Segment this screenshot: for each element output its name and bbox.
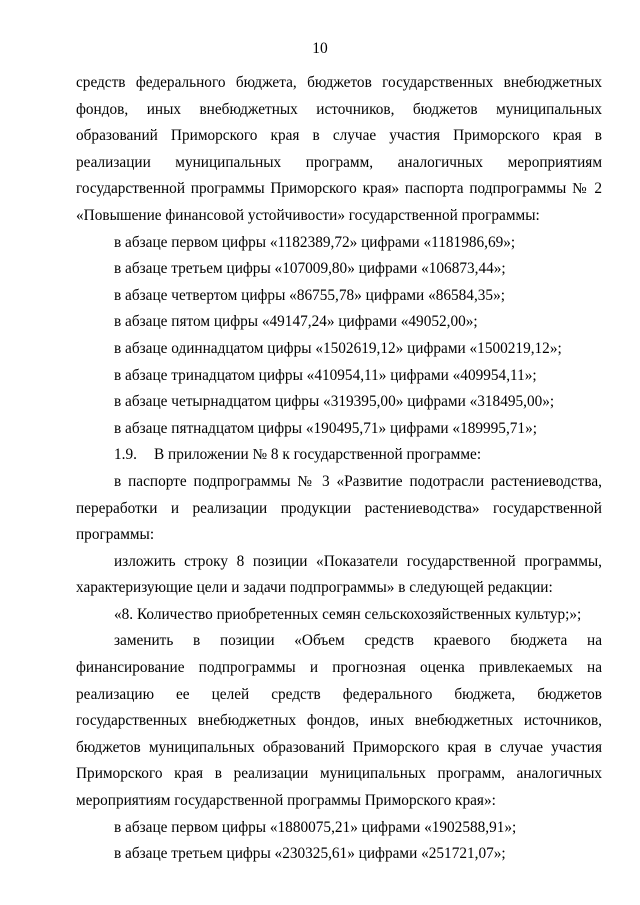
section-heading-1-9 — [76, 442, 602, 469]
paragraph-row-8-new-text: «8. Количество приобретенных семян сельскохозяйственных культур;»; — [114, 605, 582, 623]
amendment-line: в абзаце первом цифры «1880075,21» цифрами «1902588,91»; — [114, 818, 517, 836]
amendment-line: в абзаце пятом цифры «49147,24» цифрами «49052,00»; — [114, 313, 478, 331]
amendment-line: в абзаце одиннадцатом цифры «1502619,12» цифрами «1500219,12»; — [114, 339, 562, 357]
paragraph-subprogram-3-passport: в паспорте подпрограммы № 3 «Развитие подотрасли растениеводства, переработки и реализации продукции растениеводства» государственной программы: — [76, 472, 602, 544]
amendment-line: в абзаце четвертом цифры «86755,78» цифрами «86584,35»; — [114, 286, 505, 304]
document-body — [76, 70, 602, 868]
amendment-line: в абзаце четырнадцатом цифры «319395,00» цифрами «318495,00»; — [114, 393, 555, 411]
paragraph-funding-sources: средств федерального бюджета, бюджетов государственных внебюджетных фондов, иных внебюджетных источников, бюджетов муниципальных образований Приморского края в случае участия Приморского края в реализации муниципальных программ, аналогичных мероприятиям государственной программы Приморского края» паспорта подпрограммы № 2 «Повышение финансовой устойчивости» государственной программы: — [76, 74, 602, 224]
section-heading-text: В приложении № 8 к государственной программе: — [154, 446, 482, 464]
paragraph-replace-funding-position: заменить в позиции «Объем средств краевого бюджета на финансирование подпрограммы и прогнозная оценка привлекаемых на реализацию ее целей средств федерального бюджета, бюджетов государственных внебюджетных фондов, иных внебюджетных источников, бюджетов муниципальных образований Приморского края в случае участия Приморского края в реализации муниципальных программ, аналогичных мероприятиям государственной программы Приморского края»: — [76, 632, 602, 810]
amendment-line: в абзаце пятнадцатом цифры «190495,71» цифрами «189995,71»; — [114, 419, 537, 437]
paragraph-replace-row-8: изложить строку 8 позиции «Показатели государственной программы, характеризующие цели и задачи подпрограммы» в следующей редакции: — [76, 552, 602, 597]
amendment-line: в абзаце третьем цифры «107009,80» цифрами «106873,44»; — [114, 260, 506, 278]
amendment-line: в абзаце тринадцатом цифры «410954,11» цифрами «409954,11»; — [114, 366, 537, 384]
amendment-line: в абзаце первом цифры «1182389,72» цифрами «1181986,69»; — [114, 233, 516, 251]
page-number: 10 — [312, 40, 328, 57]
section-number: 1.9. — [114, 446, 137, 464]
amendment-line: в абзаце третьем цифры «230325,61» цифрами «251721,07»; — [114, 845, 506, 863]
